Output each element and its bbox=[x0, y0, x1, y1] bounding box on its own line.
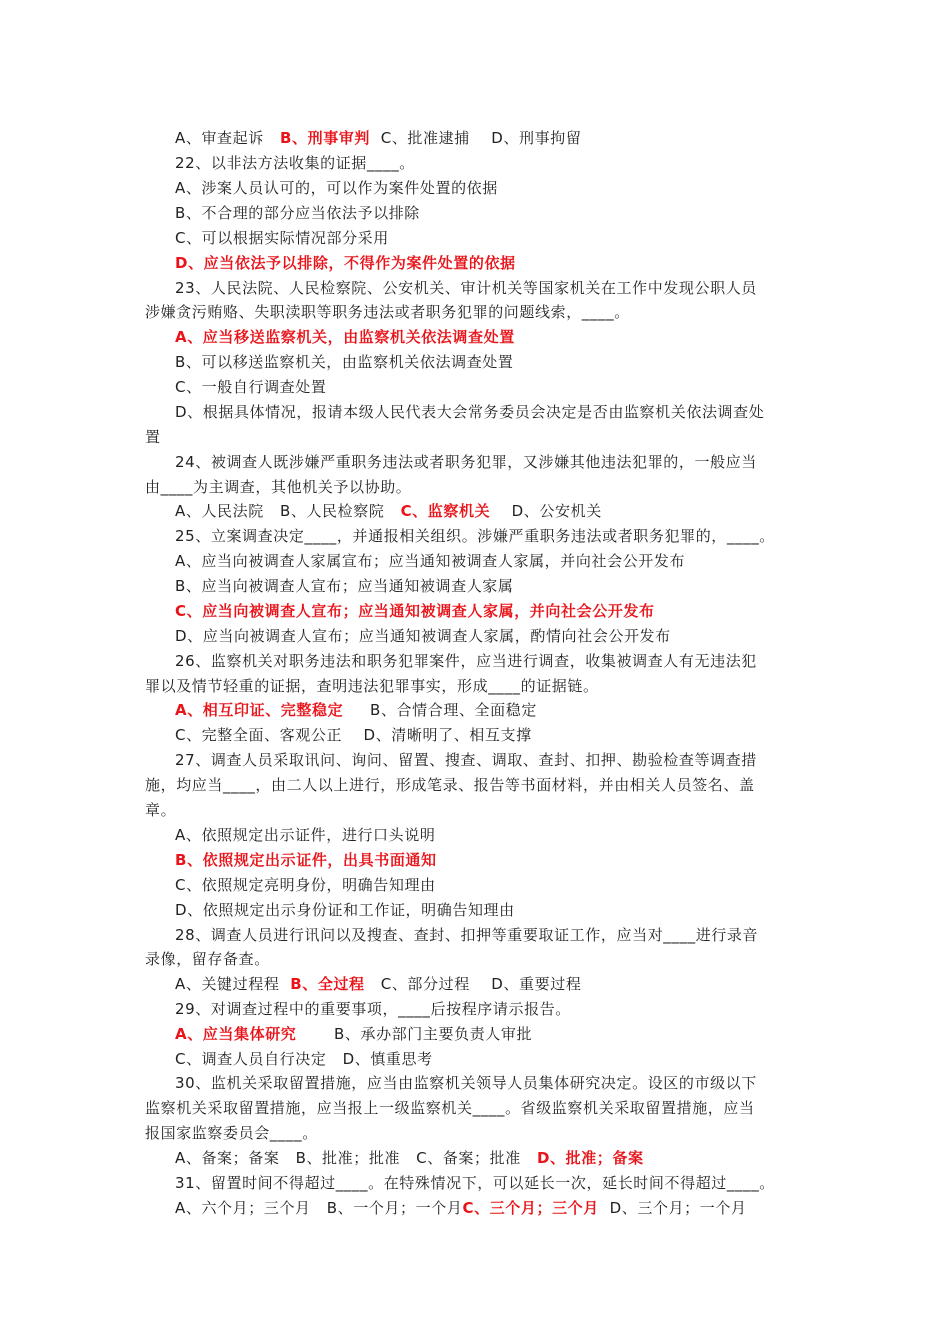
text-segment: B、合情合理、全面稳定 bbox=[343, 701, 537, 719]
text-line bbox=[145, 477, 411, 497]
text-segment: 涉嫌贪污贿赂、失职渎职等职务违法或者职务犯罪的问题线索，____。 bbox=[145, 303, 630, 321]
text-segment: 由____为主调查，其他机关予以协助。 bbox=[145, 478, 412, 496]
answer-highlight: C、监察机关 bbox=[400, 502, 491, 520]
text-segment: C、完整全面、客观公正 D、清晰明了、相互支撑 bbox=[175, 726, 532, 744]
text-segment: D、依照规定出示身份证和工作证，明确告知理由 bbox=[175, 901, 515, 919]
text-line bbox=[175, 228, 389, 248]
text-line bbox=[175, 725, 532, 745]
text-line bbox=[145, 1123, 318, 1143]
text-segment: C、一般自行调查处置 bbox=[175, 378, 327, 396]
text-segment: B、承办部门主要负责人审批 bbox=[296, 1025, 533, 1043]
text-line bbox=[175, 377, 326, 397]
text-line bbox=[145, 427, 161, 447]
text-segment: 28、调查人员进行讯问以及搜查、查封、扣押等重要取证工作，应当对____进行录音 bbox=[175, 926, 759, 944]
text-line bbox=[175, 750, 757, 770]
text-line bbox=[145, 676, 599, 696]
text-line bbox=[175, 900, 515, 920]
text-segment: A、应当向被调查人家属宣布；应当通知被调查人家属，并向社会公开发布 bbox=[175, 552, 686, 570]
text-segment: 施，均应当____，由二人以上进行，形成笔录、报告等书面材料，并由相关人员签名、盖 bbox=[145, 776, 755, 794]
text-line bbox=[175, 452, 757, 472]
text-line bbox=[175, 1024, 532, 1044]
text-line bbox=[175, 153, 415, 173]
text-line bbox=[175, 352, 514, 372]
text-segment: D、应当向被调查人宣布；应当通知被调查人家属，酌情向社会公开发布 bbox=[175, 627, 671, 645]
answer-highlight: A、相互印证、完整稳定 bbox=[175, 701, 344, 719]
text-segment: C、可以根据实际情况部分采用 bbox=[175, 229, 389, 247]
text-line bbox=[175, 551, 685, 571]
text-line bbox=[175, 1198, 747, 1218]
text-segment: 录像，留存备查。 bbox=[145, 950, 270, 968]
answer-highlight: B、全过程 bbox=[290, 975, 365, 993]
text-segment: A、人民法院 B、人民检察院 bbox=[175, 502, 401, 520]
text-segment: 27、调查人员采取讯问、询问、留置、搜查、调取、查封、扣押、勘验检查等调查措 bbox=[175, 751, 757, 769]
text-line bbox=[175, 402, 764, 422]
text-line bbox=[175, 526, 775, 546]
text-line bbox=[175, 1049, 433, 1069]
text-segment: A、审查起诉 bbox=[175, 129, 280, 147]
text-segment: B、可以移送监察机关，由监察机关依法调查处置 bbox=[175, 353, 514, 371]
text-line bbox=[175, 1073, 757, 1093]
text-line bbox=[175, 1148, 644, 1168]
text-line bbox=[175, 825, 435, 845]
text-line bbox=[145, 1098, 755, 1118]
text-segment: 25、立案调查决定____，并通报相关组织。涉嫌严重职务违法或者职务犯罪的，____。 bbox=[175, 527, 775, 545]
text-segment: 22、以非法方法收集的证据____。 bbox=[175, 154, 415, 172]
text-segment: 报国家监察委员会____。 bbox=[145, 1124, 318, 1142]
text-line bbox=[175, 601, 655, 621]
text-segment: D、公安机关 bbox=[490, 502, 602, 520]
text-line bbox=[175, 999, 571, 1019]
text-segment: A、依照规定出示证件，进行口头说明 bbox=[175, 826, 436, 844]
text-line bbox=[175, 850, 437, 870]
answer-highlight: B、刑事审判 bbox=[279, 129, 371, 147]
text-line bbox=[145, 949, 270, 969]
text-segment: 29、对调查过程中的重要事项，____后按程序请示报告。 bbox=[175, 1000, 571, 1018]
text-line bbox=[175, 700, 537, 720]
text-segment: 罪以及情节轻重的证据，查明违法犯罪事实，形成____的证据链。 bbox=[145, 677, 599, 695]
answer-highlight: D、批准；备案 bbox=[536, 1149, 644, 1167]
answer-highlight: C、三个月；三个月 bbox=[462, 1199, 599, 1217]
text-segment: D、根据具体情况，报请本级人民代表大会常务委员会决定是否由监察机关依法调查处 bbox=[175, 403, 765, 421]
text-line bbox=[175, 875, 436, 895]
text-segment: 26、监察机关对职务违法和职务犯罪案件，应当进行调查，收集被调查人有无违法犯 bbox=[175, 652, 757, 670]
text-line bbox=[145, 775, 755, 795]
answer-highlight: A、应当移送监察机关，由监察机关依法调查处置 bbox=[175, 328, 515, 346]
text-segment: 置 bbox=[145, 428, 161, 446]
text-segment: 24、被调查人既涉嫌严重职务违法或者职务犯罪，又涉嫌其他违法犯罪的，一般应当 bbox=[175, 453, 757, 471]
text-segment: C、批准逮捕 D、刑事拘留 bbox=[370, 129, 582, 147]
text-segment: C、部分过程 D、重要过程 bbox=[364, 975, 582, 993]
text-segment: C、调查人员自行决定 D、慎重思考 bbox=[175, 1050, 433, 1068]
text-line bbox=[175, 651, 757, 671]
text-segment: C、依照规定亮明身份，明确告知理由 bbox=[175, 876, 436, 894]
answer-highlight: C、应当向被调查人宣布；应当通知被调查人家属，并向社会公开发布 bbox=[175, 602, 655, 620]
text-segment: D、三个月；一个月 bbox=[598, 1199, 747, 1217]
text-segment: A、涉案人员认可的，可以作为案件处置的依据 bbox=[175, 179, 498, 197]
answer-highlight: A、应当集体研究 bbox=[175, 1025, 297, 1043]
text-line bbox=[175, 974, 581, 994]
text-segment: A、关键过程程 bbox=[175, 975, 291, 993]
text-segment: A、备案；备案 B、批准；批准 C、备案；批准 bbox=[175, 1149, 537, 1167]
text-line bbox=[175, 925, 758, 945]
text-segment: 章。 bbox=[145, 801, 177, 819]
text-segment: B、不合理的部分应当依法予以排除 bbox=[175, 204, 420, 222]
answer-highlight: B、依照规定出示证件，出具书面通知 bbox=[175, 851, 437, 869]
text-segment: 30、监机关采取留置措施，应当由监察机关领导人员集体研究决定。设区的市级以下 bbox=[175, 1074, 757, 1092]
text-segment: A、六个月；三个月 B、一个月；一个月 bbox=[175, 1199, 463, 1217]
text-line bbox=[175, 128, 581, 148]
text-segment: 监察机关采取留置措施，应当报上一级监察机关____。省级监察机关采取留置措施，应当 bbox=[145, 1099, 755, 1117]
text-line bbox=[175, 576, 514, 596]
text-line bbox=[145, 800, 176, 820]
text-line bbox=[175, 203, 420, 223]
text-line bbox=[175, 626, 671, 646]
text-segment: 23、人民法院、人民检察院、公安机关、审计机关等国家机关在工作中发现公职人员 bbox=[175, 279, 757, 297]
text-line bbox=[175, 327, 515, 347]
answer-highlight: D、应当依法予以排除，不得作为案件处置的依据 bbox=[175, 254, 516, 272]
text-line bbox=[175, 178, 498, 198]
text-line bbox=[175, 278, 757, 298]
text-line bbox=[145, 302, 630, 322]
text-segment: B、应当向被调查人宣布；应当通知被调查人家属 bbox=[175, 577, 514, 595]
text-segment: 31、留置时间不得超过____。在特殊情况下，可以延长一次，延长时间不得超过____。 bbox=[175, 1174, 775, 1192]
text-line bbox=[175, 501, 602, 521]
text-line bbox=[175, 253, 516, 273]
text-line bbox=[175, 1173, 775, 1193]
